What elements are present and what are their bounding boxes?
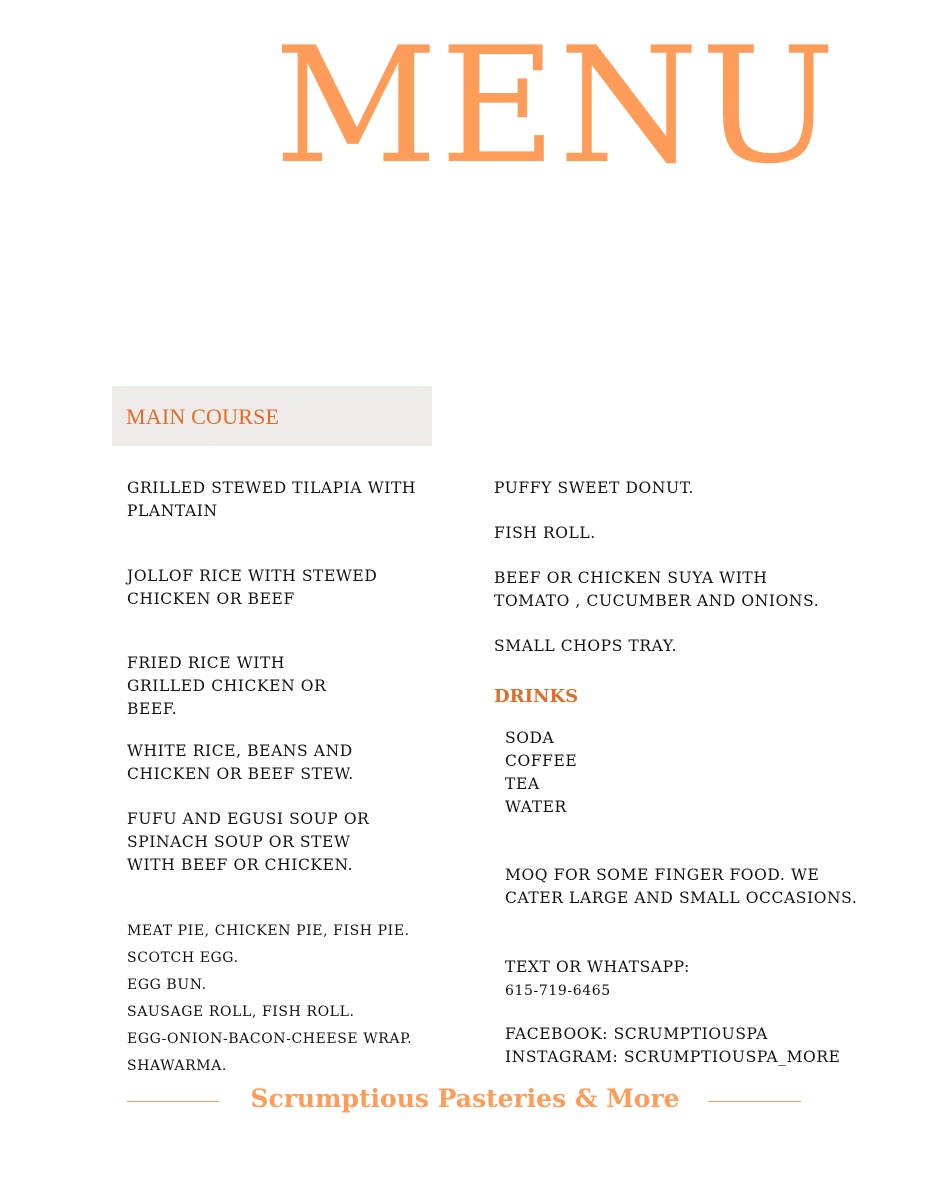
footer-divider-left <box>127 1101 219 1102</box>
contact-label: TEXT OR WHATSAPP: <box>505 958 690 976</box>
footer-divider-right <box>708 1101 801 1102</box>
snack-item: MEAT PIE, CHICKEN PIE, FISH PIE. <box>127 923 410 939</box>
main-course-header: MAIN COURSE <box>126 404 280 429</box>
main-course-item: FUFU AND EGUSI SOUP OR SPINACH SOUP OR STEW WITH BEEF OR CHICKEN. <box>127 810 370 874</box>
moq-note: MOQ FOR SOME FINGER FOOD. WE CATER LARGE AND SMALL OCCASIONS. <box>505 866 858 907</box>
snack-item: SAUSAGE ROLL, FISH ROLL. <box>127 1004 355 1020</box>
right-item: SMALL CHOPS TRAY. <box>494 637 678 655</box>
snack-item: SHAWARMA. <box>127 1058 227 1074</box>
contact-facebook: FACEBOOK: SCRUMPTIOUSPA <box>505 1025 768 1043</box>
right-item: PUFFY SWEET DONUT. <box>494 479 694 497</box>
drink-item: COFFEE <box>505 752 578 770</box>
contact-phone: 615-719-6465 <box>505 983 611 999</box>
main-course-item: JOLLOF RICE WITH STEWED CHICKEN OR BEEF <box>127 567 378 608</box>
snack-item: SCOTCH EGG. <box>127 950 239 966</box>
drink-item: WATER <box>505 798 567 816</box>
drinks-header: DRINKS <box>494 686 579 707</box>
snack-item: EGG-ONION-BACON-CHEESE WRAP. <box>127 1031 413 1047</box>
right-item: BEEF OR CHICKEN SUYA WITH TOMATO , CUCUMBER AND ONIONS. <box>494 569 820 610</box>
main-course-item: WHITE RICE, BEANS AND CHICKEN OR BEEF STEW. <box>127 742 354 783</box>
right-item: FISH ROLL. <box>494 524 596 542</box>
main-course-header-box <box>112 386 432 446</box>
main-course-item: FRIED RICE WITH GRILLED CHICKEN OR BEEF. <box>127 654 327 718</box>
drink-item: SODA <box>505 729 555 747</box>
contact-instagram: INSTAGRAM: SCRUMPTIOUSPA_MORE <box>505 1048 841 1066</box>
snack-item: EGG BUN. <box>127 977 207 993</box>
drink-item: TEA <box>505 775 540 793</box>
main-course-item: GRILLED STEWED TILAPIA WITH PLANTAIN <box>127 479 417 520</box>
menu-title: MENU <box>274 12 838 199</box>
footer-brand: Scrumptious Pasteries & More <box>250 1084 680 1113</box>
